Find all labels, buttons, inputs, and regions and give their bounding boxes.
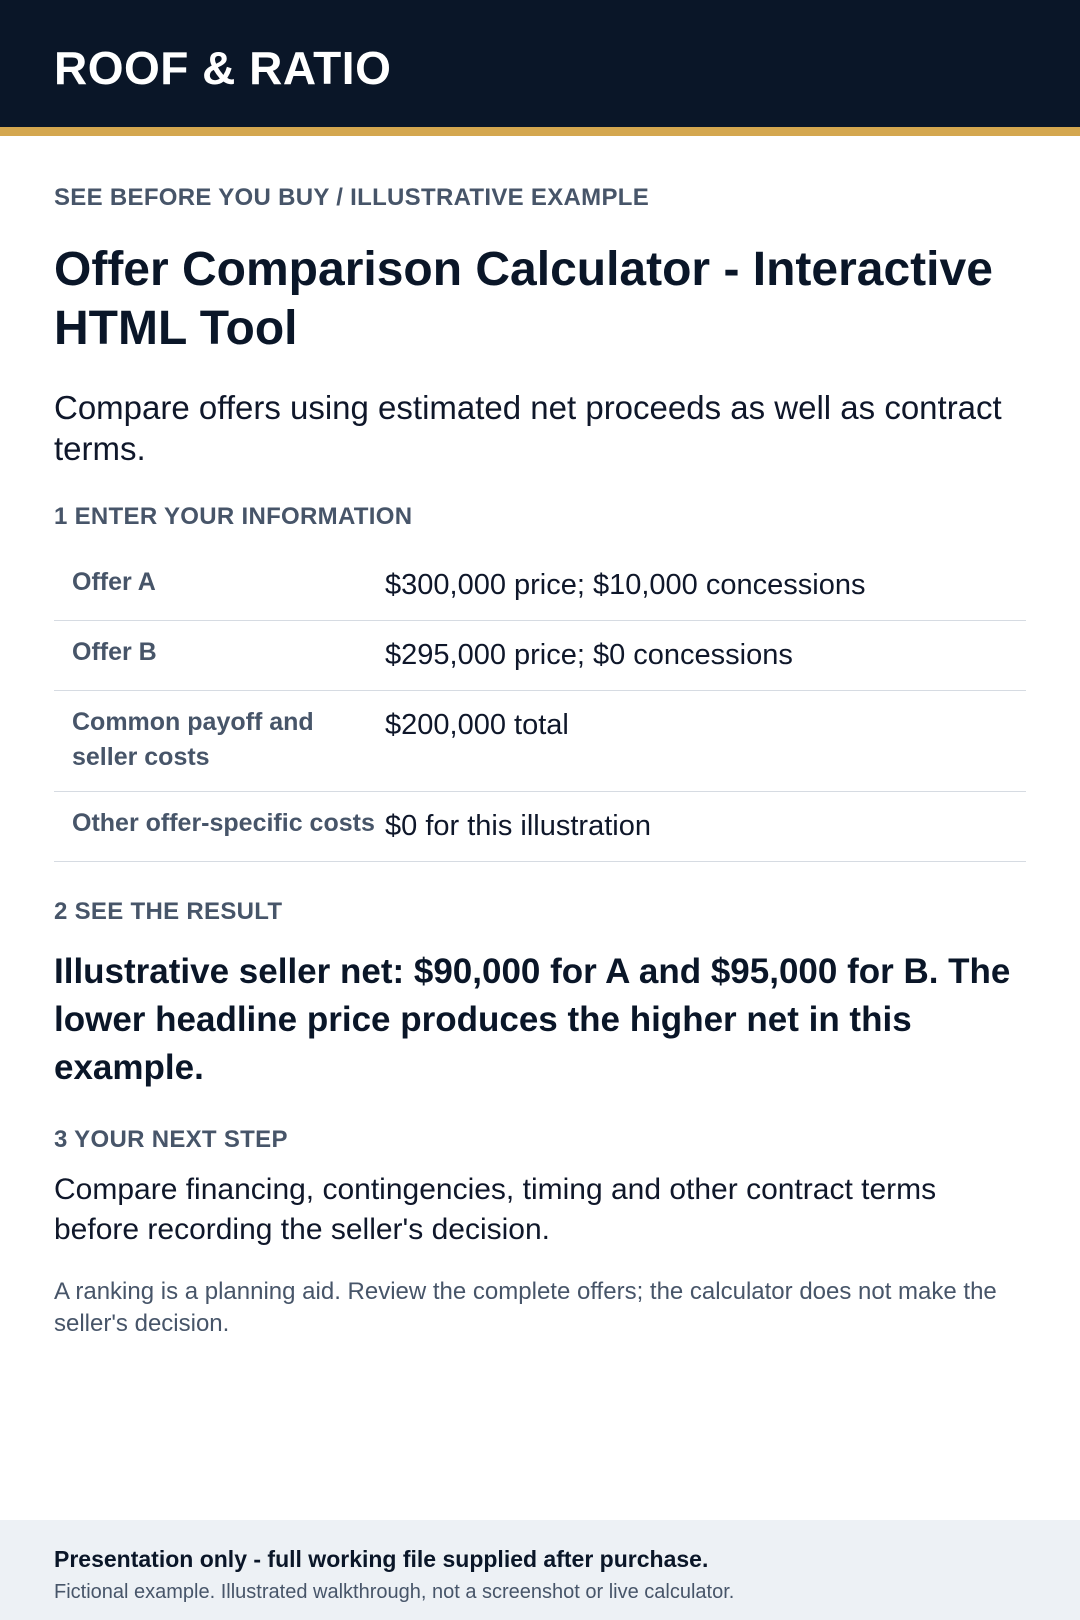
info-row-label: Other offer-specific costs: [72, 809, 375, 837]
info-table: [54, 551, 1026, 862]
header-bar: [0, 0, 1080, 136]
section-heading-enter-info: 1 ENTER YOUR INFORMATION: [54, 503, 413, 530]
footer-bar: [0, 1520, 1080, 1620]
section-heading-next-step: 3 YOUR NEXT STEP: [54, 1126, 288, 1153]
section-heading-result: 2 SEE THE RESULT: [54, 898, 283, 925]
info-row-common-costs: [54, 691, 1026, 792]
info-row-offer-b: [54, 621, 1026, 691]
info-row-label: Common payoff and seller costs: [72, 708, 314, 771]
next-step-text: Compare financing, contingencies, timing and other contract terms before recording the seller's decision.: [54, 1173, 937, 1246]
info-row-value: $0 for this illustration: [385, 810, 651, 842]
eyebrow-label: SEE BEFORE YOU BUY / ILLUSTRATIVE EXAMPLE: [54, 184, 650, 211]
main-content: [54, 182, 1026, 1340]
info-row-label: Offer A: [72, 568, 156, 596]
info-row-offer-a: [54, 551, 1026, 621]
info-row-label: Offer B: [72, 638, 157, 666]
info-row-value: $295,000 price; $0 concessions: [385, 639, 793, 671]
info-row-value: $300,000 price; $10,000 concessions: [385, 569, 866, 601]
footer-main-text: Presentation only - full working file supplied after purchase.: [54, 1546, 709, 1572]
page-subtitle: Compare offers using estimated net proceeds as well as contract terms.: [54, 389, 1002, 467]
disclaimer-note: A ranking is a planning aid. Review the complete offers; the calculator does not make the seller's decision.: [54, 1278, 997, 1337]
info-row-value: $200,000 total: [385, 709, 569, 741]
brand-logo-text: ROOF & RATIO: [54, 42, 392, 94]
footer-sub-text: Fictional example. Illustrated walkthrough, not a screenshot or live calculator.: [54, 1581, 735, 1603]
info-row-other-costs: [54, 792, 1026, 862]
page-title: Offer Comparison Calculator - Interactive HTML Tool: [54, 243, 993, 355]
result-statement: Illustrative seller net: $90,000 for A and $95,000 for B. The lower headline price produces the higher net in this example.: [54, 952, 1011, 1087]
